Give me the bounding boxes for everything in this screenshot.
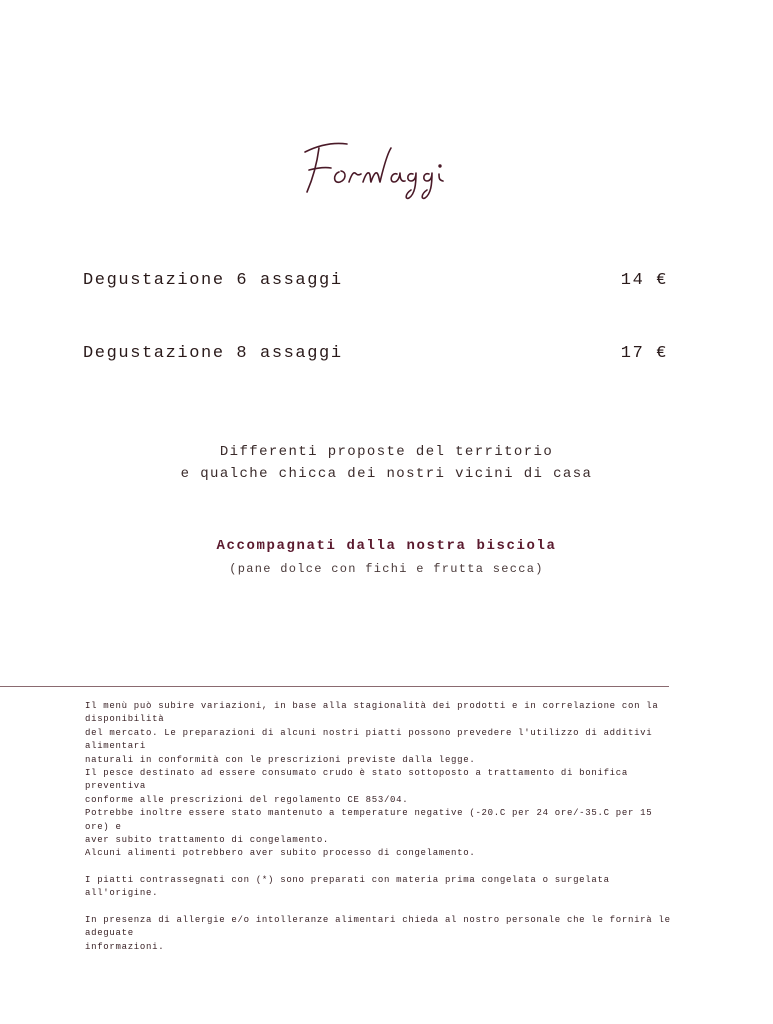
menu-item-name: Degustazione 6 assaggi	[83, 271, 343, 290]
accompaniment-detail: (pane dolce con fichi e frutta secca)	[229, 562, 544, 576]
divider	[0, 686, 669, 687]
notes-line: del mercato. Le preparazioni di alcuni nostri piatti possono prevedere l'utilizzo di additivi alimentari	[85, 727, 653, 752]
notes-line: naturali in conformità con le prescrizioni previste dalla legge.	[85, 754, 476, 765]
allergy-note-line: In presenza di allergie e/o intolleranze alimentari chieda al nostro personale che le fornirà le adeguate	[85, 914, 671, 939]
notes-line: Il menù può subire variazioni, in base alla stagionalità dei prodotti e in correlazione con la disponibilità	[85, 701, 659, 725]
notes-line: Alcuni alimenti potrebbero aver subito processo di congelamento.	[85, 848, 476, 859]
legal-notes	[85, 700, 675, 954]
frozen-note: I piatti contrassegnati con (*) sono preparati con materia prima congelata o surgelata all'origine.	[85, 874, 610, 899]
notes-line: aver subito trattamento di congelamento.	[85, 835, 330, 846]
description-line: Differenti proposte del territorio	[219, 444, 554, 460]
menu-item-name: Degustazione 8 assaggi	[83, 344, 343, 363]
title-script-logo	[287, 118, 487, 208]
notes-line: Il pesce destinato ad essere consumato crudo è stato sottoposto a trattamento di bonifica preventiva	[85, 768, 628, 792]
accompaniment-heading: Accompagnati dalla nostra bisciola	[216, 538, 557, 554]
allergy-note-line: informazioni.	[85, 941, 165, 952]
notes-line: conforme alle prescrizioni del regolamento CE 853/04.	[85, 794, 409, 805]
description-line: e qualche chicca dei nostri vicini di casa	[180, 466, 593, 482]
menu-item-price: 17 €	[620, 344, 668, 363]
notes-line: Potrebbe inoltre essere stato mantenuto a temperature negative (-20.C per 24 ore/-35.C per 15 ore) e	[85, 808, 653, 832]
menu-item	[83, 270, 668, 292]
page-title	[0, 118, 773, 208]
menu-item-price: 14 €	[620, 271, 668, 290]
menu-item	[83, 343, 668, 365]
